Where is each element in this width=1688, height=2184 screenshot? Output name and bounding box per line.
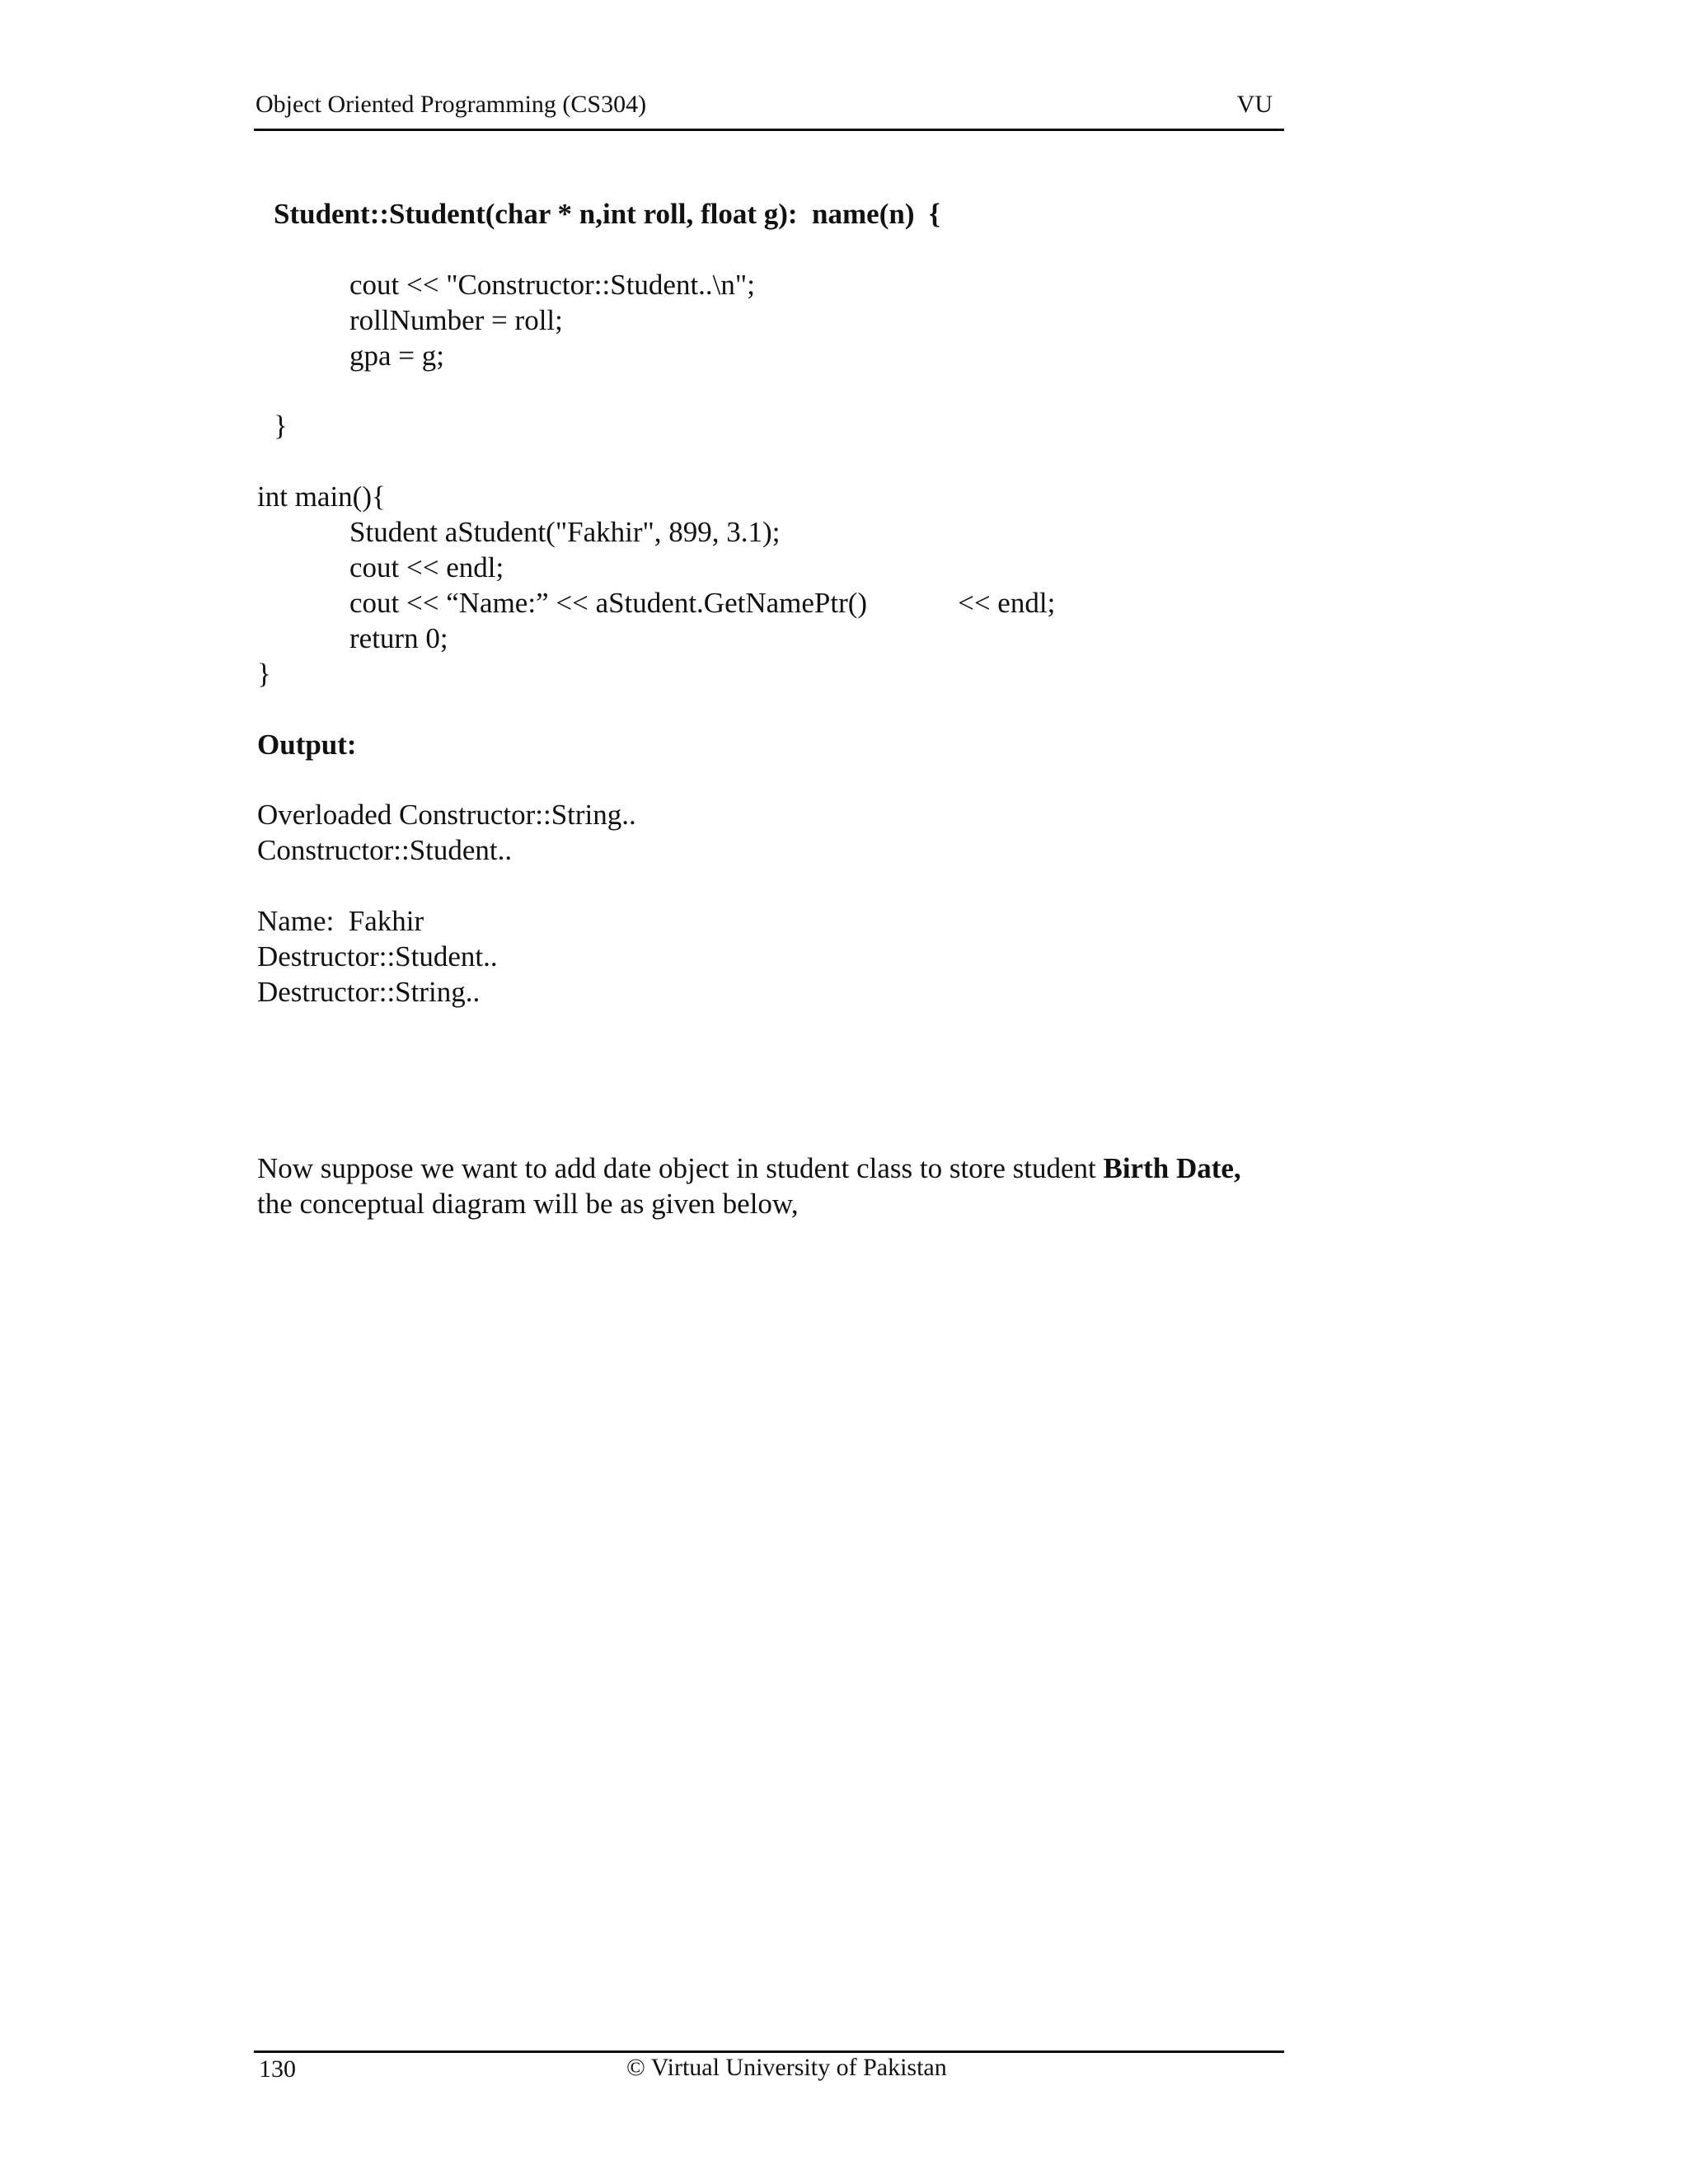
paragraph-line-1 bbox=[257, 1151, 1241, 1186]
course-title: Object Oriented Programming (CS304) bbox=[256, 91, 647, 118]
code-line: Student aStudent("Fakhir", 899, 3.1); bbox=[349, 516, 781, 548]
output-line: Destructor::String.. bbox=[257, 976, 481, 1008]
paragraph-text: Now suppose we want to add date object in student class to store student bbox=[257, 1152, 1104, 1184]
code-line: gpa = g; bbox=[349, 340, 444, 372]
output-line: Name: Fakhir bbox=[257, 905, 424, 937]
footer-copyright: © Virtual University of Pakistan bbox=[626, 2054, 947, 2081]
code-line: cout << endl; bbox=[349, 551, 504, 583]
footer-rule bbox=[254, 2050, 1284, 2053]
main-open: int main(){ bbox=[257, 480, 386, 513]
code-line bbox=[349, 585, 1055, 621]
code-line: cout << "Constructor::Student..\n"; bbox=[349, 269, 755, 301]
constructor-signature: Student::Student(char * n,int roll, float g): name(n) { bbox=[274, 198, 940, 230]
paragraph-bold-text: Birth Date, bbox=[1103, 1152, 1241, 1184]
main-closing-brace: } bbox=[257, 658, 271, 690]
code-line-tail: << endl; bbox=[958, 587, 1056, 619]
paragraph-line-2: the conceptual diagram will be as given below, bbox=[257, 1188, 799, 1220]
output-line: Overloaded Constructor::String.. bbox=[257, 799, 636, 831]
code-line: return 0; bbox=[349, 622, 448, 654]
code-line: rollNumber = roll; bbox=[349, 304, 563, 336]
output-line: Destructor::Student.. bbox=[257, 940, 498, 972]
page-header bbox=[254, 87, 1284, 131]
page-number: 130 bbox=[259, 2055, 296, 2083]
code-line-main: cout << “Name:” << aStudent.GetNamePtr() bbox=[349, 587, 868, 619]
code-closing-brace: } bbox=[274, 410, 288, 442]
output-heading: Output: bbox=[257, 729, 357, 761]
output-line: Constructor::Student.. bbox=[257, 834, 513, 866]
institution-short: VU bbox=[1236, 91, 1273, 118]
